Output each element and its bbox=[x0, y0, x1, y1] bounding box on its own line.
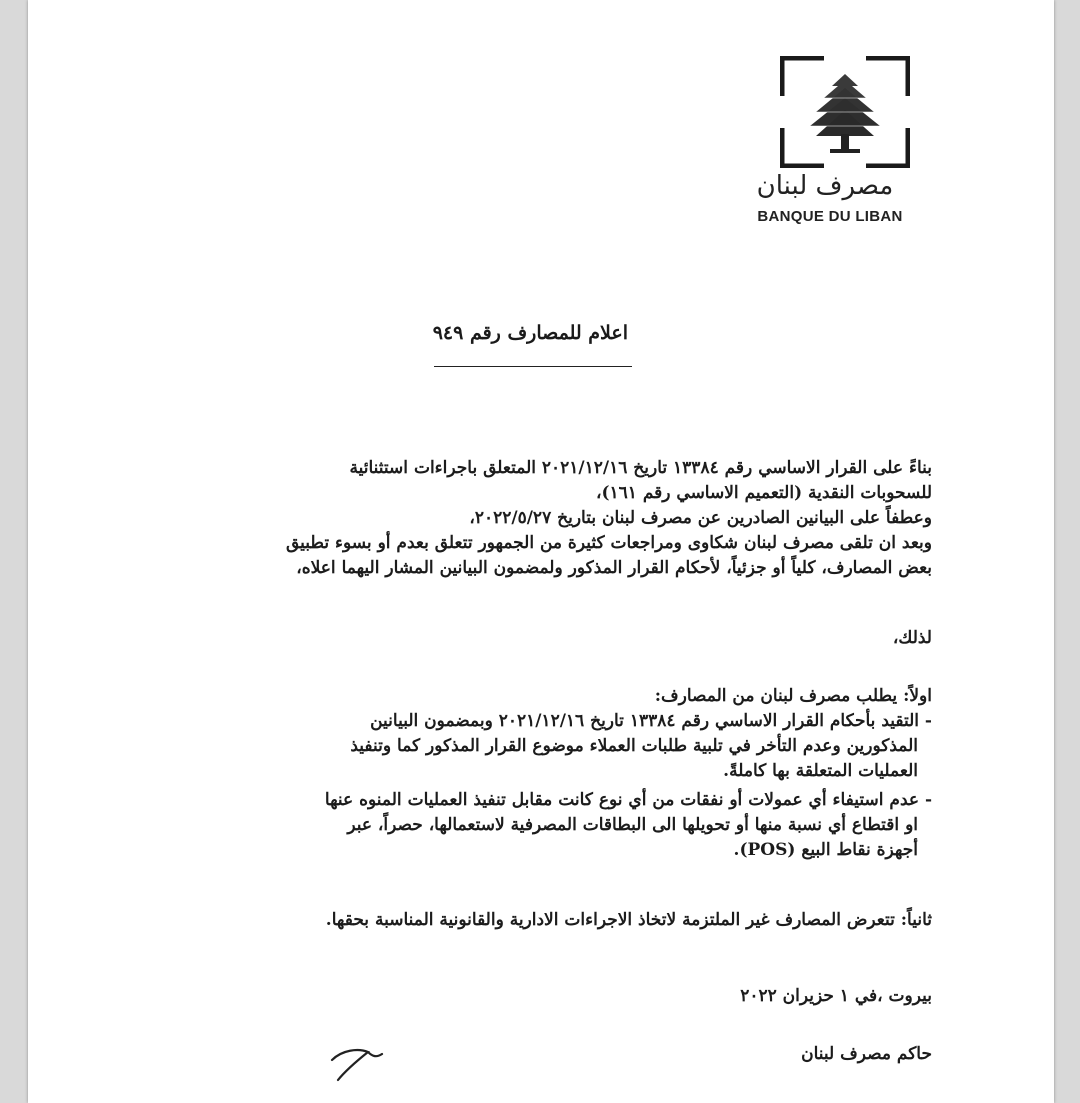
logo-english-name: BANQUE DU LIBAN bbox=[757, 208, 903, 225]
intro-line-4: وبعد ان تلقى مصرف لبنان شكاوى ومراجعات كثيرة من الجمهور تتعلق بعدم أو بسوء تطبيق bbox=[285, 533, 932, 553]
first-item-2-line-1: - عدم استيفاء أي عمولات أو نفقات من أي نوع كانت مقابل تنفيذ العمليات المنوه عنها bbox=[324, 790, 932, 810]
intro-line-3: وعطفاً على البيانين الصادرين عن مصرف لبنان بتاريخ ٢٠٢٢/٥/٢٧، bbox=[469, 508, 932, 528]
first-item-1-line-2: المذكورين وعدم التأخر في تلبية طلبات العملاء موضوع القرار المذكور كما وتنفيذ bbox=[350, 736, 918, 756]
first-item-1-line-3: العمليات المتعلقة بها كاملةً. bbox=[723, 761, 918, 781]
signature-scribble-icon bbox=[328, 1040, 388, 1086]
intro-line-2: للسحوبات النقدية (التعميم الاساسي رقم ١٦١)، bbox=[595, 483, 932, 503]
place-date: بيروت ،في ١ حزيران ٢٠٢٢ bbox=[740, 986, 932, 1006]
second-clause: ثانياً: تتعرض المصارف غير الملتزمة لاتخاذ الاجراءات الادارية والقانونية المناسبة بحقها. bbox=[325, 910, 932, 930]
document-page bbox=[28, 0, 1054, 1103]
therefore-line: لذلك، bbox=[892, 628, 932, 648]
title-underline bbox=[434, 366, 632, 367]
first-clause bbox=[178, 684, 932, 863]
cedar-logo-icon bbox=[780, 56, 910, 168]
intro-paragraph bbox=[178, 456, 932, 581]
logo-arabic-name: مصرف لبنان bbox=[756, 171, 894, 201]
first-item-2-line-3: أجهزة نقاط البيع (POS). bbox=[733, 840, 918, 860]
first-item-2-line-2: او اقتطاع أي نسبة منها أو تحويلها الى البطاقات المصرفية لاستعمالها، حصراً، عبر bbox=[347, 815, 918, 835]
intro-line-1: بناءً على القرار الاساسي رقم ١٣٣٨٤ تاريخ ٢٠٢١/١٢/١٦ المتعلق باجراءات استثنائية bbox=[349, 458, 932, 478]
first-clause-heading: اولاً: يطلب مصرف لبنان من المصارف: bbox=[654, 686, 932, 706]
intro-line-5: بعض المصارف، كلياً أو جزئياً، لأحكام القرار المذكور ولمضمون البيانين المشار اليهما اعلاه، bbox=[296, 558, 932, 578]
signatory: حاكم مصرف لبنان bbox=[801, 1044, 932, 1064]
first-item-1-line-1: - التقيد بأحكام القرار الاساسي رقم ١٣٣٨٤ تاريخ ٢٠٢١/١٢/١٦ وبمضمون البيانين bbox=[370, 711, 932, 731]
document-title: اعلام للمصارف رقم ٩٤٩ bbox=[432, 322, 628, 344]
